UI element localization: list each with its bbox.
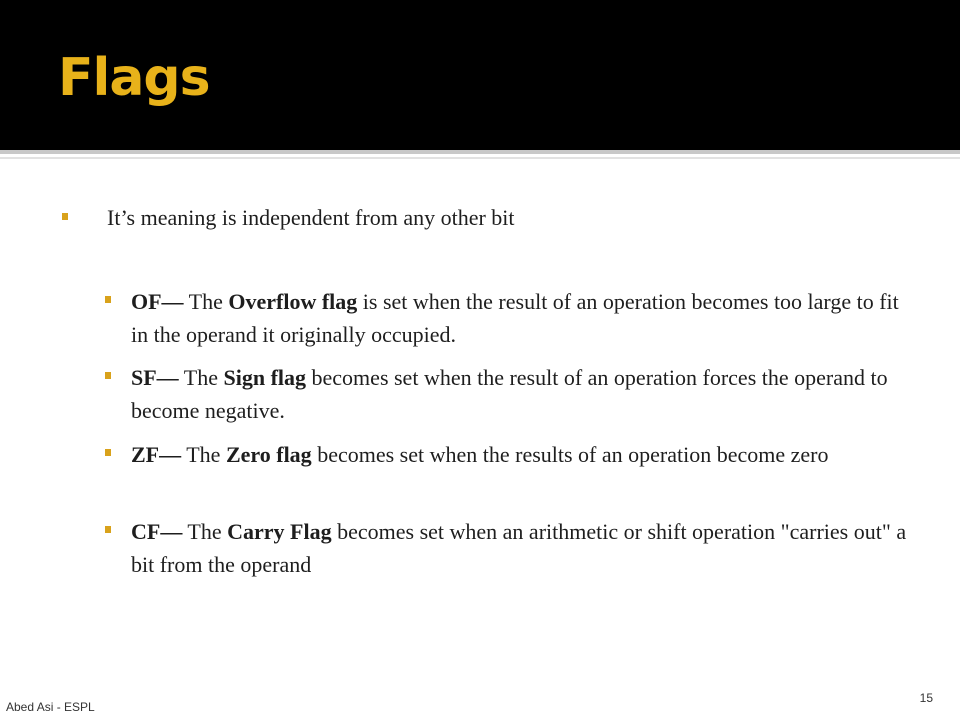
flag-abbr: SF—: [131, 365, 179, 390]
flag-name: Carry Flag: [227, 519, 332, 544]
item-text: is set when the result of an operation becomes too large to fit in the operand it originally occupied.: [131, 289, 899, 347]
flag-abbr: OF—: [131, 289, 184, 314]
flag-name: Sign flag: [223, 365, 307, 390]
item-text: becomes set when the results of an operation become zero: [311, 442, 829, 467]
bullet-square-icon: [105, 372, 111, 379]
flag-abbr: CF—: [131, 519, 183, 544]
flag-abbr: ZF—: [131, 442, 182, 467]
item-text: becomes set when the result of an operation forces the operand to become negative.: [131, 365, 888, 423]
item-text: The: [181, 442, 226, 467]
slide-title: Flags: [58, 48, 210, 108]
flag-name: Overflow flag: [228, 289, 358, 314]
list-item-carry: [131, 515, 911, 581]
flag-name: Zero flag: [225, 442, 312, 467]
list-item-sign: [131, 361, 911, 427]
title-divider: [0, 150, 960, 154]
item-text: The: [183, 289, 229, 314]
item-text: The: [178, 365, 224, 390]
bullet-square-icon: [105, 449, 111, 456]
title-divider-secondary: [0, 157, 960, 159]
item-text: The: [182, 519, 228, 544]
bullet-square-icon: [105, 526, 111, 533]
footer-author: Abed Asi - ESPL: [6, 700, 95, 714]
list-item-overflow: [131, 285, 911, 351]
bullet-square-icon: [105, 296, 111, 303]
list-item-zero: [131, 438, 911, 471]
bullet-square-icon: [62, 213, 68, 220]
page-number: 15: [919, 691, 933, 705]
intro-text: It’s meaning is independent from any other bit: [107, 205, 515, 230]
item-text: becomes set when an arithmetic or shift operation "carries out" a bit from the operand: [131, 519, 907, 577]
